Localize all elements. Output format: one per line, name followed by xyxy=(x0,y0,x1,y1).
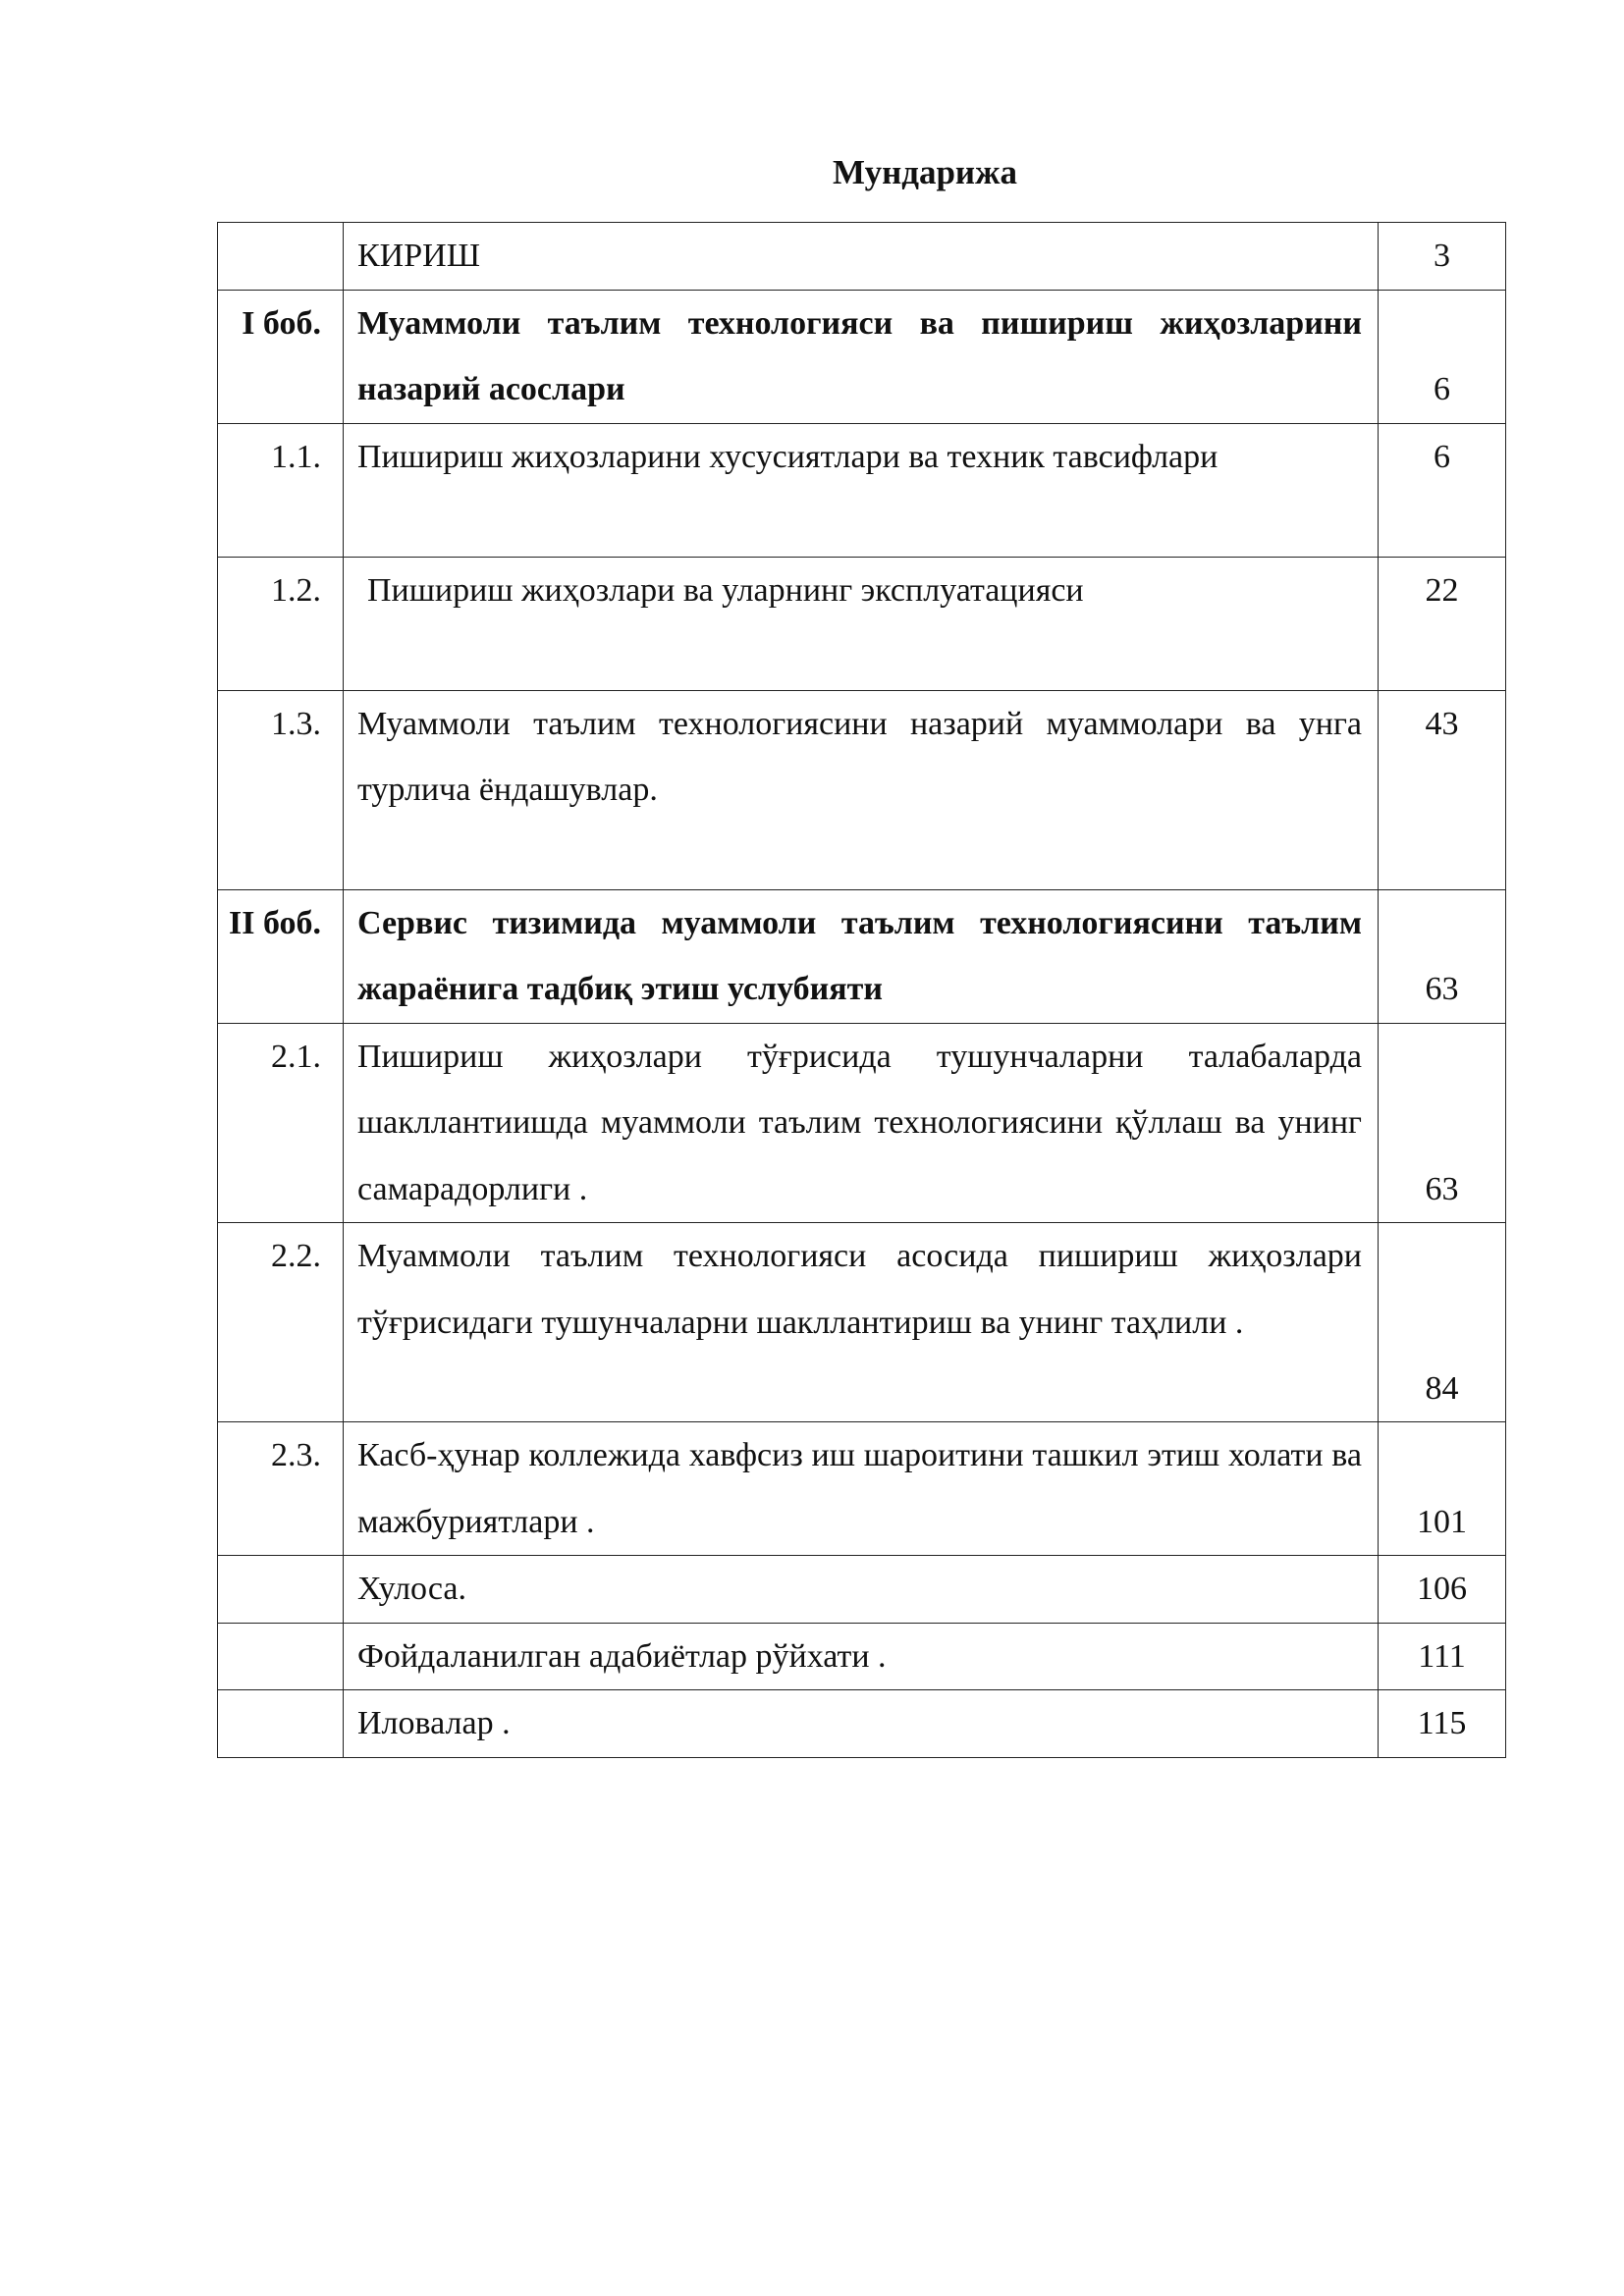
toc-row-introduction xyxy=(218,223,1506,291)
toc-row-references xyxy=(218,1623,1506,1690)
toc-title: Муаммоли таълим технологияси асосида пишириш жиҳозлари тўғрисидаги тушунчаларни шакллантириш ва унинг таҳлили . xyxy=(344,1223,1379,1422)
toc-page: 22 xyxy=(1379,557,1506,690)
toc-number: 1.2. xyxy=(218,557,344,690)
toc-title: Муаммоли таълим технологияси ва пишириш жиҳозларини назарий асослари xyxy=(344,290,1379,423)
toc-row-2-2 xyxy=(218,1223,1506,1422)
toc-row-chapter-2 xyxy=(218,889,1506,1023)
toc-title: Касб-ҳунар коллежида хавфсиз иш шароитини ташкил этиш холати ва мажбуриятлари . xyxy=(344,1422,1379,1556)
toc-page: 106 xyxy=(1379,1556,1506,1624)
toc-row-1-2 xyxy=(218,557,1506,690)
toc-title: Муаммоли таълим технологиясини назарий муаммолари ва унга турлича ёндашувлар. xyxy=(344,690,1379,889)
page-title: Мундарижа xyxy=(833,153,1017,191)
toc-page: 84 xyxy=(1379,1223,1506,1422)
toc-number xyxy=(218,223,344,291)
toc-page: 111 xyxy=(1379,1623,1506,1690)
toc-page: 6 xyxy=(1379,423,1506,557)
toc-page: 43 xyxy=(1379,690,1506,889)
toc-title: КИРИШ xyxy=(344,223,1379,291)
toc-row-2-1 xyxy=(218,1023,1506,1223)
toc-title: Пишириш жиҳозлари ва уларнинг эксплуатацияси xyxy=(344,557,1379,690)
toc-row-appendices xyxy=(218,1690,1506,1758)
toc-page: 3 xyxy=(1379,223,1506,291)
toc-number: II боб. xyxy=(218,889,344,1023)
toc-number: I боб. xyxy=(218,290,344,423)
toc-title: Пишириш жиҳозлари тўғрисида тушунчаларни талабаларда шакллантиишда муаммоли таълим технологиясини қўллаш ва унинг самарадорлиги . xyxy=(344,1023,1379,1223)
toc-row-2-3 xyxy=(218,1422,1506,1556)
toc-number: 1.1. xyxy=(218,423,344,557)
toc-row-1-3 xyxy=(218,690,1506,889)
toc-row-1-1 xyxy=(218,423,1506,557)
toc-page: 101 xyxy=(1379,1422,1506,1556)
toc-number: 2.1. xyxy=(218,1023,344,1223)
toc-page: 63 xyxy=(1379,1023,1506,1223)
toc-number: 2.3. xyxy=(218,1422,344,1556)
toc-number: 2.2. xyxy=(218,1223,344,1422)
toc-row-chapter-1 xyxy=(218,290,1506,423)
toc-page: 115 xyxy=(1379,1690,1506,1758)
toc-title: Пишириш жиҳозларини хусусиятлари ва техник тавсифлари xyxy=(344,423,1379,557)
toc-title: Хулоса. xyxy=(344,1556,1379,1624)
toc-page: 63 xyxy=(1379,889,1506,1023)
toc-title: Фойдаланилган адабиётлар рўйхати . xyxy=(344,1623,1379,1690)
toc-title: Иловалар . xyxy=(344,1690,1379,1758)
toc-number xyxy=(218,1690,344,1758)
toc-title: Сервис тизимида муаммоли таълим технологиясини таълим жараёнига тадбиқ этиш услубияти xyxy=(344,889,1379,1023)
toc-page: 6 xyxy=(1379,290,1506,423)
toc-number xyxy=(218,1556,344,1624)
table-of-contents xyxy=(217,222,1506,1758)
toc-row-conclusion xyxy=(218,1556,1506,1624)
toc-number xyxy=(218,1623,344,1690)
toc-number: 1.3. xyxy=(218,690,344,889)
